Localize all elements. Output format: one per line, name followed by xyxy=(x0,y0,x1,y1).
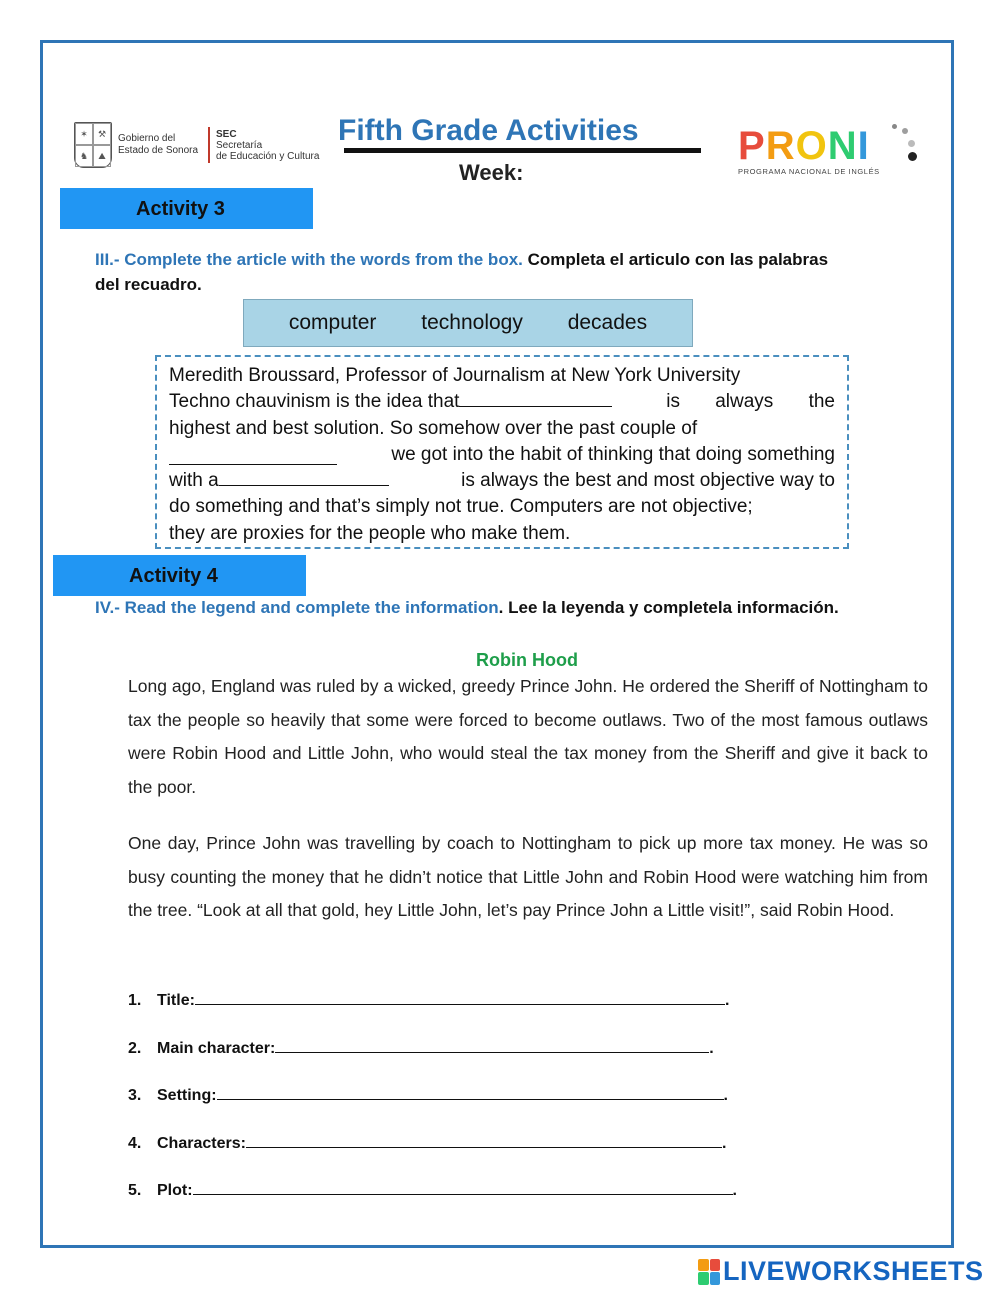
word-box-item: computer xyxy=(288,311,377,334)
proni-dots-icon xyxy=(884,122,934,162)
proni-subtitle: PROGRAMA NACIONAL DE INGLÉS xyxy=(738,167,880,176)
plot-answer-line[interactable] xyxy=(193,1180,733,1195)
activity-4-instruction: IV.- Read the legend and complete the information. Lee la leyenda y completela información. xyxy=(95,598,839,617)
sec-logo-text: SEC Secretaría de Educación y Cultura xyxy=(216,128,320,162)
question-list xyxy=(128,990,737,1228)
word-box-item: decades xyxy=(567,311,648,334)
coat-of-arms-icon: ✶ ⚒ ♞ ⛰ xyxy=(74,122,112,168)
question-item: 4. Characters: . xyxy=(128,1134,727,1152)
answer-blank-1[interactable] xyxy=(459,390,612,407)
activity-3-instruction: III.- Complete the article with the words from the box. Completa el articulo con las palabras del recuadro. xyxy=(95,250,829,294)
story-title: Robin Hood xyxy=(476,650,578,670)
liveworksheets-wordmark: LIVEWORKSHEETS xyxy=(723,1256,984,1286)
proni-wordmark: PRONI xyxy=(738,124,870,168)
answer-blank-2[interactable] xyxy=(169,448,337,465)
question-item: 2. Main character: . xyxy=(128,1039,714,1057)
activity-4-tab: Activity 4 xyxy=(53,555,306,596)
setting-answer-line[interactable] xyxy=(217,1085,724,1100)
story-paragraph-2: One day, Prince John was travelling by coach to Nottingham to pick up more tax money. He was so busy counting the money that he didn’t notice that Little John and Robin Hood were watching him from the tree. “Look at all that gold, hey Little John, let’s pay Prince John a Little visit!”, said Robin Hood. xyxy=(128,833,928,920)
word-box xyxy=(243,299,693,347)
word-box-item: technology xyxy=(421,311,523,334)
article-box: Meredith Broussard, Professor of Journalism at New York University Techno chauvinism is the idea that is always the highest and best solution. So somehow over the past couple of we got into the habit of thinking that doing something with a is always the best and most objective way to do something and that’s simply not true. Computers are not objective; they are proxies for the people who make them. xyxy=(155,355,849,549)
characters-answer-line[interactable] xyxy=(246,1133,722,1148)
activity-3-tab: Activity 3 xyxy=(60,188,313,229)
sonora-government-logo xyxy=(74,122,319,168)
sec-divider xyxy=(208,127,210,163)
gov-logo-text: Gobierno del Estado de Sonora xyxy=(118,133,199,156)
page-title: Fifth Grade Activities xyxy=(338,114,639,147)
title-underline xyxy=(344,148,701,153)
question-item: 3. Setting: . xyxy=(128,1087,728,1104)
main-character-answer-line[interactable] xyxy=(275,1038,709,1053)
proni-logo xyxy=(738,126,880,176)
story-paragraph-1: Long ago, England was ruled by a wicked, greedy Prince John. He ordered the Sheriff of Nottingham to tax the people so heavily that some were forced to become outlaws. Two of the most famous outlaws were Robin Hood and Little John, who would steal the tax money from the Sheriff and give it back to the poor. xyxy=(128,676,928,797)
question-item: 5. Plot: . xyxy=(128,1182,737,1199)
question-item: 1. Title: . xyxy=(128,992,730,1009)
title-answer-line[interactable] xyxy=(195,990,725,1005)
liveworksheets-logo[interactable] xyxy=(698,1256,984,1287)
answer-blank-3[interactable] xyxy=(219,469,389,486)
week-label: Week: xyxy=(459,160,524,185)
liveworksheets-icon xyxy=(698,1259,720,1285)
